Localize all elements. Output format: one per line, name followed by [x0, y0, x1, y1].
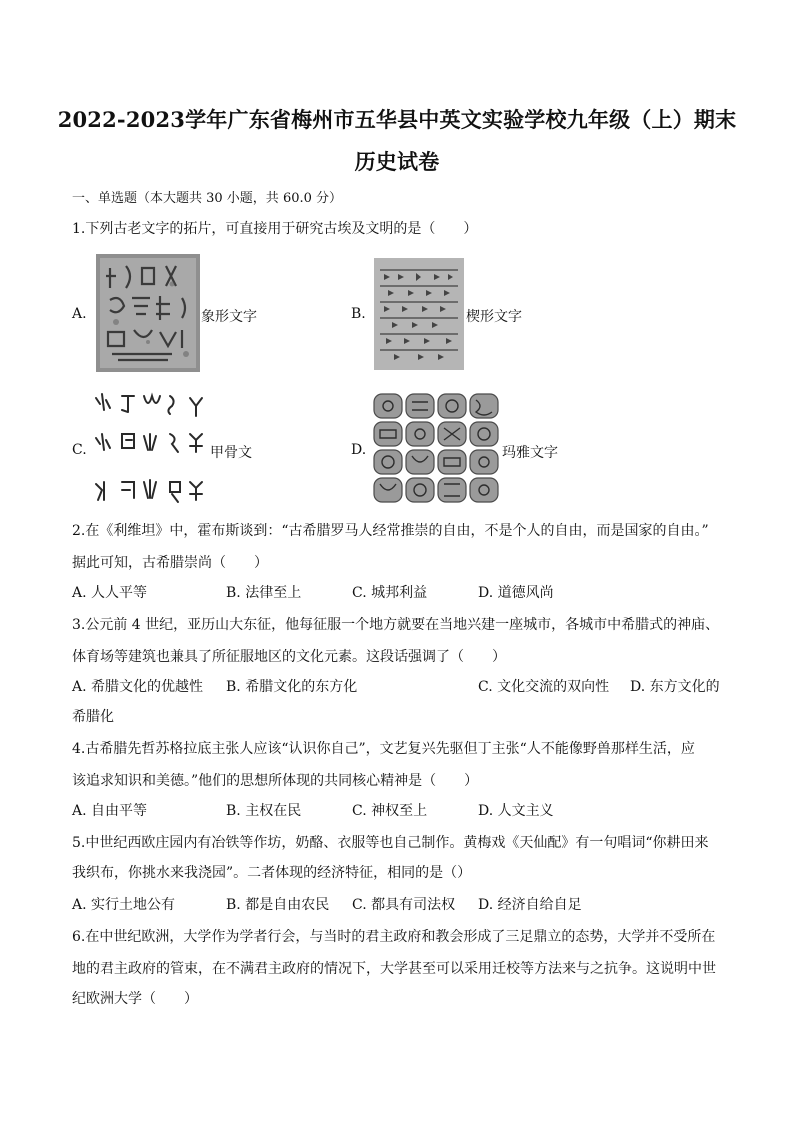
q1-option-c-letter: C. [72, 442, 87, 458]
q1-option-d-letter: D. [351, 442, 367, 458]
q5-option-d[interactable]: D. 经济自给自足 [478, 897, 582, 913]
q5-option-a[interactable]: A. 实行土地公有 [72, 897, 176, 913]
q4-option-d[interactable]: D. 人文主义 [478, 803, 554, 819]
question-6-stem-line1: 6.在中世纪欧洲，大学作为学者行会，与当时的君主政府和教会形成了三足鼎立的态势，大学并不受所在 [72, 929, 716, 945]
question-5-stem-line1: 5.中世纪西欧庄园内有冶铁等作坊，奶酪、衣服等也自己制作。黄梅戏《天仙配》有一句唱词“你耕田来 [72, 835, 709, 851]
section-header: 一、单选题（本大题共 30 小题，共 60.0 分） [72, 191, 343, 206]
maya-glyphs-image [372, 392, 500, 504]
q2-option-a[interactable]: A. 人人平等 [72, 585, 148, 601]
q5-option-b[interactable]: B. 都是自由农民 [226, 897, 330, 913]
q3-option-c[interactable]: C. 文化交流的双向性 [478, 679, 610, 695]
q4-option-a[interactable]: A. 自由平等 [72, 803, 148, 819]
question-2-stem-line2: 据此可知，古希腊崇尚（ ） [72, 555, 268, 571]
exam-title-line1: 2022-2023学年广东省梅州市五华县中英文实验学校九年级（上）期末 [57, 107, 737, 132]
exam-title-line2: 历史试卷 [354, 149, 440, 174]
question-4-stem-line2: 该追求知识和美德。”他们的思想所体现的共同核心精神是（ ） [72, 773, 479, 789]
q1-option-a-letter: A. [72, 306, 87, 322]
oracle-bone-script-image [92, 390, 208, 506]
q1-option-c-text: 甲骨文 [210, 445, 252, 461]
question-6-stem-line3: 纪欧洲大学（ ） [72, 991, 198, 1007]
q1-option-d-text: 玛雅文字 [502, 445, 558, 461]
q2-option-c[interactable]: C. 城邦利益 [352, 585, 428, 601]
question-2-stem-line1: 2.在《利维坦》中，霍布斯谈到：“古希腊罗马人经常推崇的自由，不是个人的自由，而是国家的自由。” [72, 523, 709, 539]
hieroglyph-rubbing-image [96, 254, 200, 372]
question-5-stem-line2: 我织布，你挑水来我浇园”。二者体现的经济特征，相同的是（） [72, 865, 472, 881]
q3-option-b[interactable]: B. 希腊文化的东方化 [226, 679, 358, 695]
question-3-stem-line1: 3.公元前 4 世纪，亚历山大东征，他每征服一个地方就要在当地兴建一座城市，各城市中希腊式的神庙、 [72, 617, 720, 633]
q1-option-b-letter: B. [351, 306, 366, 322]
q3-option-d-wrap: 希腊化 [72, 709, 114, 725]
question-6-stem-line2: 地的君主政府的管束，在不满君主政府的情况下，大学甚至可以采用迁校等方法来与之抗争。这说明中世 [72, 961, 716, 977]
q3-option-a[interactable]: A. 希腊文化的优越性 [72, 679, 204, 695]
q2-option-b[interactable]: B. 法律至上 [226, 585, 302, 601]
cuneiform-tablet-image [374, 258, 464, 370]
q1-option-b-text: 楔形文字 [466, 309, 522, 325]
q2-option-d[interactable]: D. 道德风尚 [478, 585, 554, 601]
q1-option-a-text: 象形文字 [201, 309, 257, 325]
question-3-stem-line2: 体育场等建筑也兼具了所征服地区的文化元素。这段话强调了（ ） [72, 649, 506, 665]
q3-option-d[interactable]: D. 东方文化的 [630, 679, 720, 695]
q5-option-c[interactable]: C. 都具有司法权 [352, 897, 456, 913]
question-1-stem: 1.下列古老文字的拓片，可直接用于研究古埃及文明的是（ ） [72, 221, 478, 237]
q4-option-c[interactable]: C. 神权至上 [352, 803, 428, 819]
q4-option-b[interactable]: B. 主权在民 [226, 803, 302, 819]
question-4-stem-line1: 4.古希腊先哲苏格拉底主张人应该“认识你自己”，文艺复兴先驱但丁主张“人不能像野兽那样生活，应 [72, 741, 695, 757]
